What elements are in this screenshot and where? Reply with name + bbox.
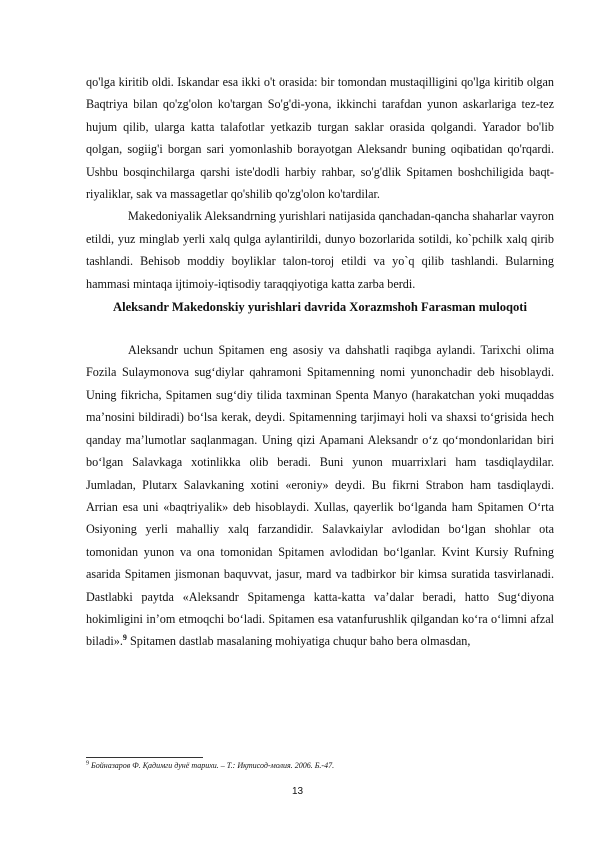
spacer <box>86 319 554 339</box>
paragraph-3-text: Aleksandr uchun Spitamen eng asosiy va dahshatli raqibga aylandi. Tarixchi olima Fozila Sulaymonova sug‘diylar qahramoni Spitamenning nomi yunonchadir deb hisoblaydi. Uning fikricha, Spitamen sug‘diy tilida taxminan Spenta Manyo (harakatchan yoki muqaddas ma’nosini bildiradi) bo‘lsa kerak, deydi. Spitamenning tarjimayi holi va shaxsi to‘grisida hech qanday ma’lumotlar saqlanmagan. Uning qizi Apamani Aleksandr o‘z qo‘mondonlaridan biri bo‘lgan Salavkaga xotinlikka olib beradi. Buni yunon muarrixlari ham tasdiqlaydilar. Jumladan, Plutarx Salavkaning xotini «eroniy» deydi. Bu fikrni Strabon ham tasdiqlaydi. Arrian esa uni «baqtriyalik» deb hisoblaydi. Xullas, qayerlik bo‘lganda ham Spitamen O‘rta Osiyoning yerli mahalliy xalq farzandidir. Salavkaiylar avlodidan bo‘lgan shohlar ota tomonidan yunon va ona tomonidan Spitamen avlodidan bo‘lganlar. Kvint Kursiy Rufning asarida Spitamen jismonan baquvvat, jasur, mard va tadbirkor bir kimsa suratida tasvirlanadi. Dastlabki paytda «Aleksandr Spitamenga katta-katta va’dalar beradi, hatto Sug‘diyona hokimligini in’om etmoqchi bo‘ladi. Spitamen esa vatanfurushlik qilgandan ko‘ra o‘limni afzal biladi». <box>86 343 554 649</box>
footnote-divider <box>86 757 203 758</box>
footnote <box>86 761 334 771</box>
footnote-reference[interactable]: 9 <box>122 633 127 643</box>
footnote-text: Бойназаров Ф. Қадимги дунё тарихи. – Т.: Иқтисод-молия. 2006. Б.-47. <box>91 761 335 770</box>
footnote-marker: 9 <box>86 760 89 767</box>
section-heading: Aleksandr Makedonskiy yurishlari davrida Xorazmshoh Farasman muloqoti <box>112 300 527 315</box>
page-number: 13 <box>291 786 304 797</box>
paragraph-1: qo'lga kiritib oldi. Iskandar esa ikki o't orasida: bir tomondan mustaqilligini qo'lga kiritib olgan Baqtriya bilan qo'zg'olon ko'targan So'g'di-yona, ikkinchi tarafdan yunon askarlariga tez-tez hujum qilib, ularga katta talafotlar yetkazib turgan saklar orasida qolgandi. Yarador bo'lib qolgan, sogiig'i borgan sari yomonlashib borayotgan Aleksandr buning oqibatidan qo'rqardi. Ushbu bosqinchilarga qarshi iste'dodli harbiy rahbar, so'g'dlik Spitamen boshchiligida baqt-riyaliklar, sak va massagetlar qo'shilib qo'zg'olon ko'tardilar. <box>86 75 554 202</box>
document-body <box>86 71 554 653</box>
paragraph-3 <box>86 339 554 653</box>
paragraph-2: Makedoniyalik Aleksandrning yurishlari natijasida qanchadan-qancha shaharlar vayron etildi, yuz minglab yerli xalq qulga aylantirildi, dunyo bozorlarida sotildi, ko`pchilk xalq qirib tashlandi. Behisob moddiy boyliklar talon-toroj etildi va yo`q qilib tashlandi. Bularning hammasi mintaqa ijtimoiy-iqtisodiy taraqqiyotiga katta zarba berdi. <box>86 209 554 291</box>
paragraph-3-tail: Spitamen dastlab masalaning mohiyatiga chuqur baho bera olmasdan, <box>129 634 471 649</box>
